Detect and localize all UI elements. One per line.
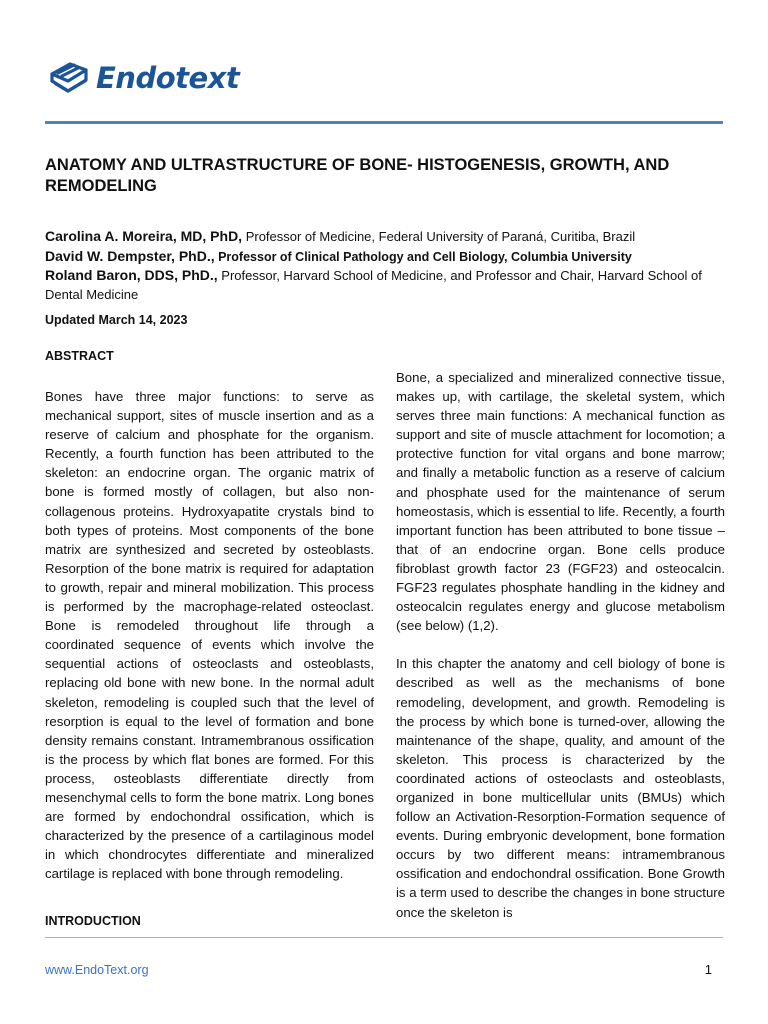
logo-wordmark: Endotext bbox=[96, 61, 240, 95]
introduction-column bbox=[396, 368, 725, 922]
author-affiliation: Professor of Medicine, Federal University of Paraná, Curitiba, Brazil bbox=[242, 229, 636, 244]
author-1 bbox=[45, 227, 735, 247]
title-line-1: ANATOMY AND ULTRASTRUCTURE OF BONE- HISTOGENESIS, GROWTH, AND bbox=[45, 156, 670, 174]
author-affiliation: Professor, Harvard School of Medicine, and Professor and Chair, Harvard School of Dental Medicine bbox=[45, 268, 702, 302]
website-link[interactable]: www.EndoText.org bbox=[45, 963, 149, 977]
footer-divider bbox=[45, 937, 723, 938]
updated-date: Updated March 14, 2023 bbox=[45, 313, 188, 327]
page-title bbox=[45, 155, 725, 197]
abstract-text: Bones have three major functions: to serve as mechanical support, sites of muscle insertion and as a reserve of calcium and phosphate for the organism. Recently, a fourth function has been attributed to the skeleton: an endocrine organ. The organic matrix of bone is formed mostly of collagen, but also non-collagenous proteins. Hydroxyapatite crystals bind to both types of proteins. Most components of the bone matrix are synthesized and secreted by osteoblasts. Resorption of the bone matrix is required for adaptation to growth, repair and mineral mobilization. This process is performed by the macrophage-related osteoclast. Bone is remodeled throughout life through a coordinated sequence of events which involve the sequential actions of osteoclasts and osteoblasts, replacing old bone with new bone. In the normal adult skeleton, remodeling is coupled such that the level of resorption is equal to the level of formation and bone density remains constant. Intramembranous ossification is the process by which flat bones are formed. For this process, osteoblasts differentiate directly from mesenchymal cells to form the bone matrix. Long bones are formed by endochondral ossification, which is characterized by the presence of a cartilaginous model in which chondrocytes differentiate and mineralized cartilage is replaced with bone through remodeling. bbox=[45, 389, 374, 882]
introduction-heading: INTRODUCTION bbox=[45, 914, 141, 928]
author-affiliation: Professor of Clinical Pathology and Cell Biology, Columbia University bbox=[214, 249, 632, 264]
abstract-heading: ABSTRACT bbox=[45, 349, 114, 363]
page-number: 1 bbox=[704, 962, 712, 977]
author-name: David W. Dempster, PhD., bbox=[45, 247, 215, 264]
author-list bbox=[45, 227, 735, 304]
header-divider bbox=[45, 121, 723, 124]
abstract-column bbox=[45, 387, 374, 883]
author-3 bbox=[45, 266, 735, 304]
book-logo-icon bbox=[48, 60, 90, 96]
intro-paragraph-1: Bone, a specialized and mineralized connective tissue, makes up, with cartilage, the skeletal system, which serves three main functions: A mechanical function as support and site of muscle attachment for locomotion; a protective function for vital organs and bone marrow; and finally a metabolic function as a reserve of calcium and phosphate used for the maintenance of serum homeostasis, which is essential to life. Recently, a fourth important function has been attributed to bone tissue – that of an endocrine organ. Bone cells produce fibroblast growth factor 23 (FGF23) and osteocalcin. FGF23 regulates phosphate handling in the kidney and osteocalcin regulates energy and glucose metabolism (see below) (1,2). bbox=[396, 370, 725, 634]
author-name: Roland Baron, DDS, PhD., bbox=[45, 267, 218, 283]
endotext-logo[interactable] bbox=[48, 58, 239, 98]
title-line-2: REMODELING bbox=[45, 177, 157, 195]
author-2 bbox=[45, 247, 735, 267]
intro-paragraph-2: In this chapter the anatomy and cell biology of bone is described as well as the mechanisms of bone remodeling, development, and growth. Remodeling is the process by which bone is turned-over, allowing the maintenance of the shape, quality, and amount of the skeleton. This process is characterized by the coordinated actions of osteoclasts and osteoblasts, organized in bone multicellular units (BMUs) which follow an Activation-Resorption-Formation sequence of events. During embryonic development, bone formation occurs by two different means: intramembranous ossification and endochondral ossification. Bone Growth is a term used to describe the changes in bone structure once the skeleton is bbox=[396, 656, 725, 920]
author-name: Carolina A. Moreira, MD, PhD, bbox=[45, 228, 243, 244]
